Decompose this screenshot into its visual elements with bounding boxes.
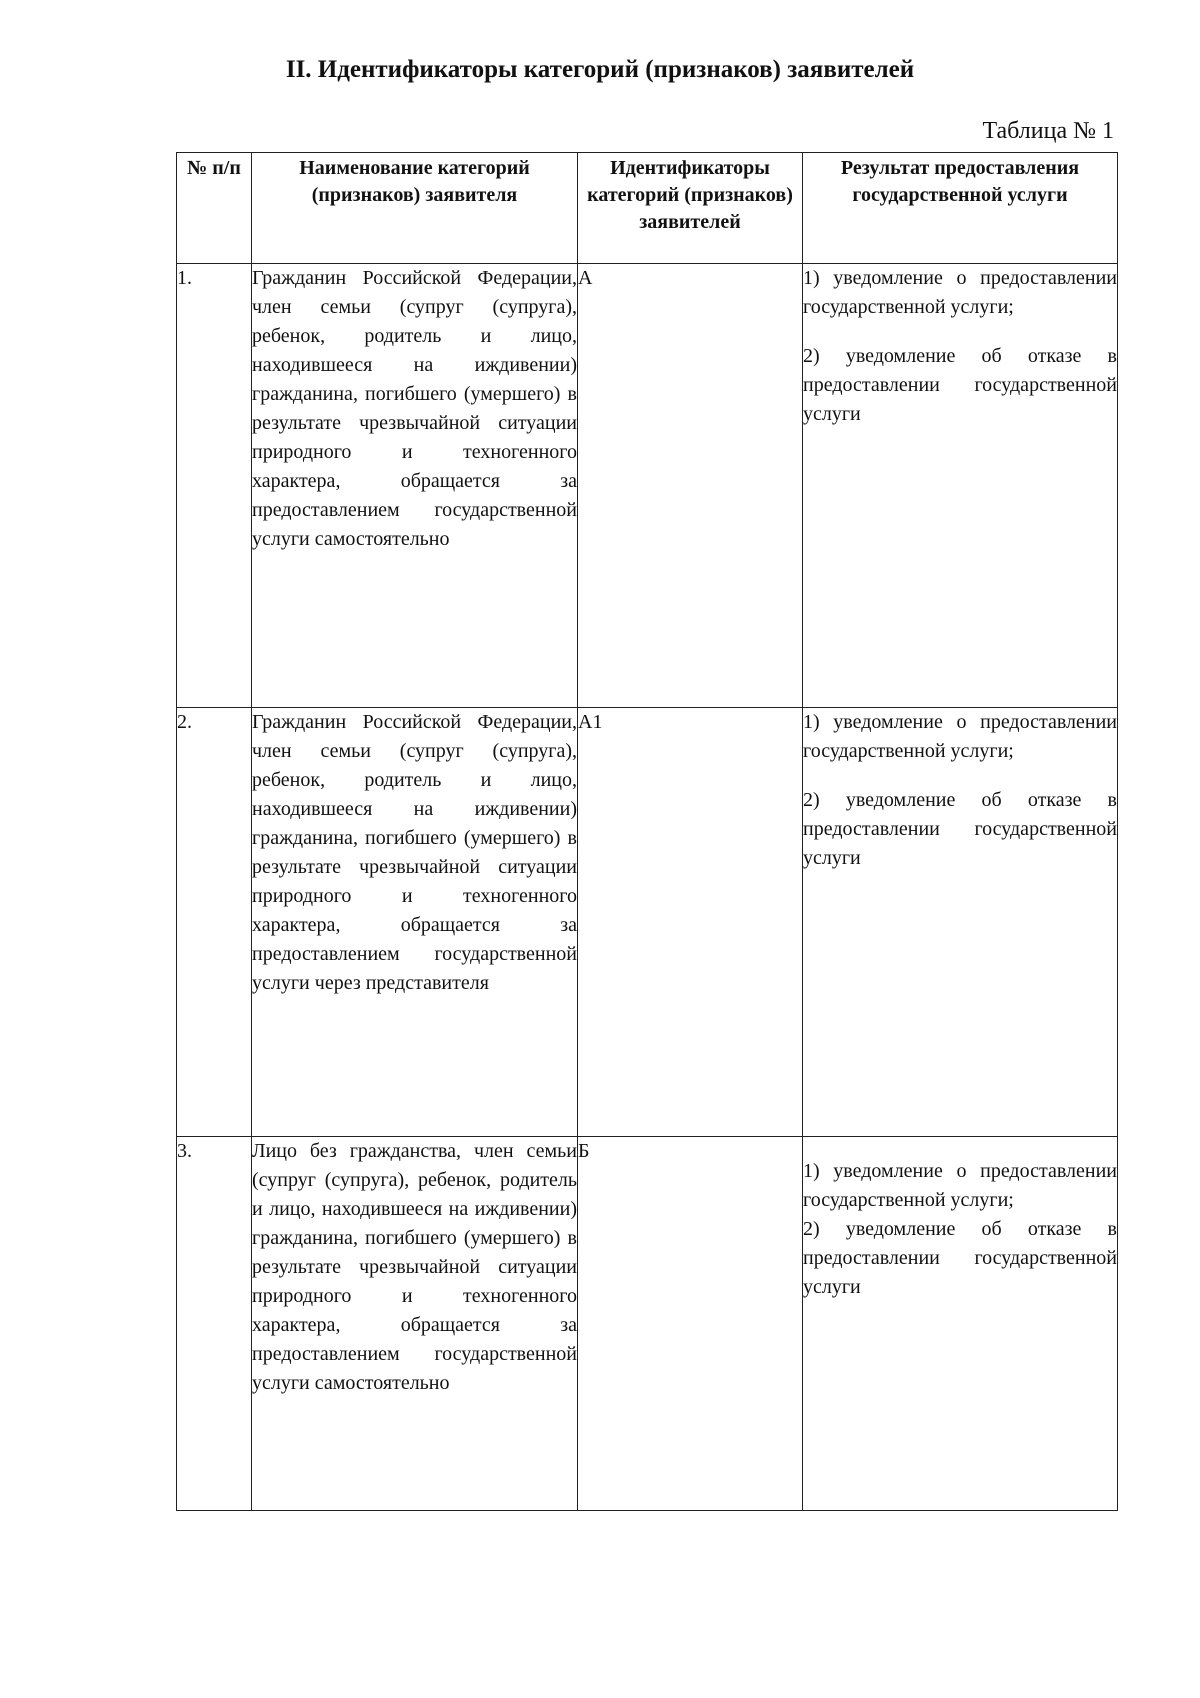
header-num: № п/п bbox=[177, 153, 252, 264]
result-item: 1) уведомление о предоставлении государственной услуги; bbox=[803, 711, 1117, 762]
result-item: 2) уведомление об отказе в предоставлении государственной услуги bbox=[803, 345, 1117, 425]
category-identifier: А bbox=[578, 264, 803, 708]
service-result bbox=[803, 708, 1118, 1137]
table-caption: Таблица № 1 bbox=[982, 118, 1114, 144]
header-identifier: Идентификаторы категорий (признаков) заявителей bbox=[578, 153, 803, 264]
result-item: 2) уведомление об отказе в предоставлении государственной услуги bbox=[803, 789, 1117, 869]
table-header-row bbox=[177, 153, 1118, 264]
category-identifier: Б bbox=[578, 1137, 803, 1511]
result-item: 2) уведомление об отказе в предоставлении государственной услуги bbox=[803, 1218, 1117, 1298]
document-title: II. Идентификаторы категорий (признаков) заявителей bbox=[285, 56, 915, 83]
category-name: Гражданин Российской Федерации, член семьи (супруг (супруга), ребенок, родитель и лицо, находившееся на иждивении) гражданина, погибшего (умершего) в результате чрезвычайной ситуации природного и техногенного характера, обращается за предоставлением государственной услуги через представителя bbox=[252, 708, 578, 1137]
category-identifier: А1 bbox=[578, 708, 803, 1137]
service-result bbox=[803, 1137, 1118, 1511]
category-name: Гражданин Российской Федерации, член семьи (супруг (супруга), ребенок, родитель и лицо, находившееся на иждивении) гражданина, погибшего (умершего) в результате чрезвычайной ситуации природного и техногенного характера, обращается за предоставлением государственной услуги самостоятельно bbox=[252, 264, 578, 708]
table-row bbox=[177, 264, 1118, 708]
header-result: Результат предоставления государственной услуги bbox=[803, 153, 1118, 264]
row-number: 1. bbox=[177, 264, 252, 708]
header-category-name: Наименование категорий (признаков) заявителя bbox=[252, 153, 578, 264]
row-number: 3. bbox=[177, 1137, 252, 1511]
table-row bbox=[177, 1137, 1118, 1511]
category-name: Лицо без гражданства, член семьи (супруг (супруга), ребенок, родитель и лицо, находившееся на иждивении) гражданина, погибшего (умершего) в результате чрезвычайной ситуации природного и техногенного характера, обращается за предоставлением государственной услуги самостоятельно bbox=[252, 1137, 578, 1511]
table-row bbox=[177, 708, 1118, 1137]
applicant-categories-table bbox=[176, 152, 1118, 1511]
row-number: 2. bbox=[177, 708, 252, 1137]
result-item: 1) уведомление о предоставлении государственной услуги; bbox=[803, 1160, 1117, 1211]
service-result bbox=[803, 264, 1118, 708]
result-item: 1) уведомление о предоставлении государственной услуги; bbox=[803, 267, 1117, 318]
